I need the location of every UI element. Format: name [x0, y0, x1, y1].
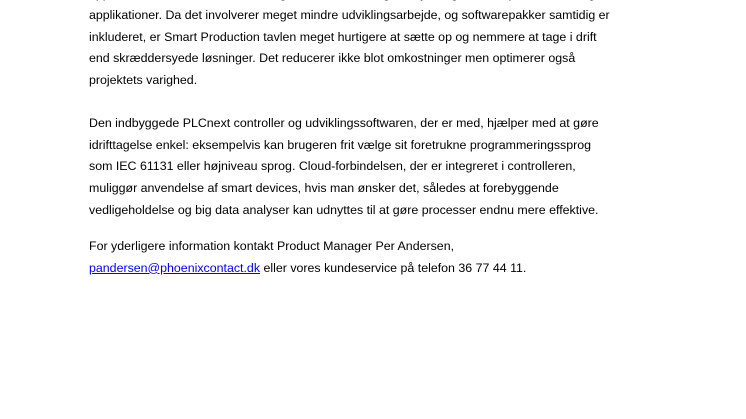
paragraph-1-line-1: applikationer. Da det involverer meget mindre udviklingsarbejde, og softwarepakker samtidig er	[89, 8, 610, 22]
paragraph-2-line-2: idrifttagelse enkel: eksempelvis kan brugeren frit vælge sit foretrukne programmeringssprog	[89, 137, 592, 152]
paragraph-1-line-2: inkluderet, er Smart Production tavlen meget hurtigere at sætte op og nemmere at tage i drift	[89, 29, 597, 44]
paragraph-2-line-3: som IEC 61131 eller højniveau sprog. Cloud-forbindelsen, der er integreret i controlleren,	[89, 159, 576, 174]
paragraph-2-line-5: vedligeholdelse og big data analyser kan udnyttes til at gøre processer endnu mere effektive.	[89, 202, 599, 217]
paragraph-1-line-4: projektets varighed.	[89, 73, 198, 88]
paragraph-2-line-4: muliggør anvendelse af smart devices, hvis man ønsker det, således at forebyggende	[89, 181, 559, 196]
cut-line-text	[89, 0, 610, 1]
paragraph-3	[89, 236, 649, 279]
email-link[interactable]: pandersen@phoenixcontact.dk	[89, 260, 261, 275]
paragraph-1-line-3: end skræddersyede løsninger. Det reducerer ikke blot omkostninger men optimerer også	[89, 51, 576, 66]
contact-line: For yderligere information kontakt Product Manager Per Andersen,	[89, 239, 455, 253]
email-line	[89, 258, 649, 280]
paragraph-1	[89, 5, 649, 92]
paragraph-2	[89, 113, 649, 222]
paragraph-2-line-1: Den indbyggede PLCnext controller og udviklingssoftwaren, der er med, hjælper med at gøre	[89, 116, 599, 130]
phone-text: eller vores kundeservice på telefon 36 77 44 11.	[260, 260, 527, 275]
